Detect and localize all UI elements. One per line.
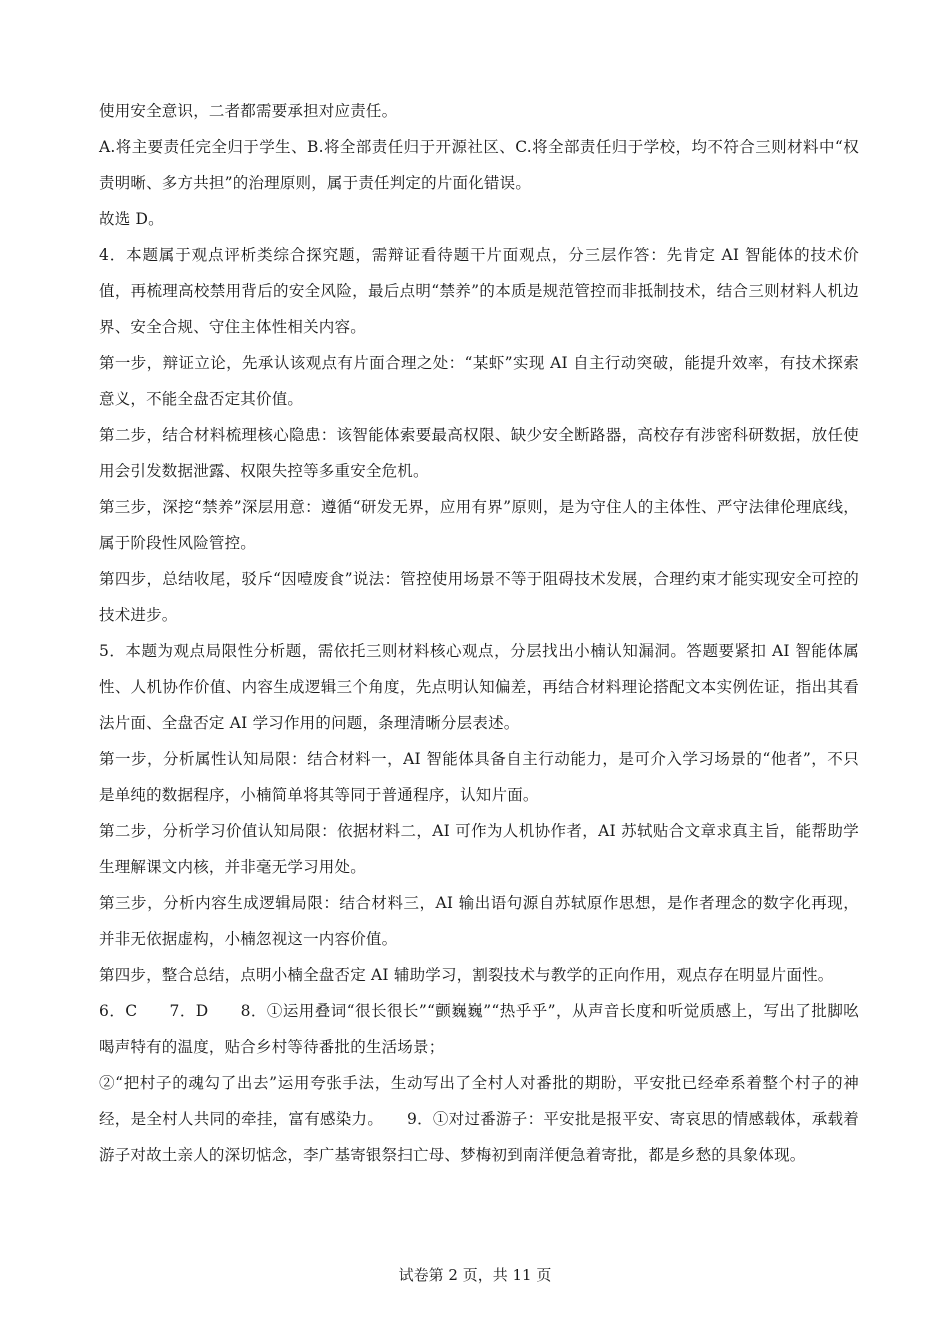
- paragraph-q5-step2: 第二步，分析学习价值认知局限：依据材料二，AI 可作为人机协作者，AI 苏轼贴合文章求真主旨，能帮助学生理解课文内核，并非毫无学习用处。: [99, 822, 859, 876]
- paragraph-q4-step2: 第二步，结合材料梳理核心隐患：该智能体索要最高权限、缺少安全断路器，高校存有涉密科研数据，放任使用会引发数据泄露、权限失控等多重安全危机。: [99, 426, 859, 480]
- paragraph-q5-step1: 第一步，分析属性认知局限：结合材料一，AI 智能体具备自主行动能力，是可介入学习场景的“他者”，不只是单纯的数据程序，小楠简单将其等同于普通程序，认知片面。: [99, 750, 859, 804]
- paragraph-responsibility-end: 使用安全意识，二者都需要承担对应责任。: [99, 102, 398, 120]
- paragraph-q6-q8-answers: 6．C 7．D 8．①运用叠词“很长很长”“颤巍巍”“热乎乎”，从声音长度和听觉质感上，写出了批脚吆喝声特有的温度，贴合乡村等待番批的生活场景；: [99, 1002, 859, 1056]
- paragraph-q5-step3: 第三步，分析内容生成逻辑局限：结合材料三，AI 输出语句源自苏轼原作思想，是作者理念的数字化再现，并非无依据虚构，小楠忽视这一内容价值。: [99, 894, 859, 948]
- page-footer: 试卷第 2 页，共 11 页: [398, 1266, 552, 1284]
- paragraph-q4-step1: 第一步，辩证立论，先承认该观点有片面合理之处：“某虾”实现 AI 自主行动突破，能提升效率，有技术探索意义，不能全盘否定其价值。: [99, 354, 859, 408]
- paragraph-q4-step3: 第三步，深挖“禁养”深层用意：遵循“研发无界，应用有界”原则，是为守住人的主体性、严守法律伦理底线，属于阶段性风险管控。: [99, 498, 859, 552]
- paragraph-q5-step4: 第四步，整合总结，点明小楠全盘否定 AI 辅助学习，割裂技术与教学的正向作用，观点存在明显片面性。: [99, 966, 834, 984]
- paragraph-q5-intro: 5．本题为观点局限性分析题，需依托三则材料核心观点，分层找出小楠认知漏洞。答题要紧扣 AI 智能体属性、人机协作价值、内容生成逻辑三个角度，先点明认知偏差，再结合材料理论搭配文本实例佐证，指出其看法片面、全盘否定 AI 学习作用的问题，条理清晰分层表述。: [99, 642, 859, 732]
- answer-explanations: [99, 93, 859, 1173]
- paragraph-answer-d: 故选 D。: [99, 210, 164, 228]
- paragraph-options-analysis: A.将主要责任完全归于学生、B.将全部责任归于开源社区、C.将全部责任归于学校，均不符合三则材料中“权责明晰、多方共担”的治理原则，属于责任判定的片面化错误。: [99, 138, 859, 192]
- paragraph-q8-q9-answers: ②“把村子的魂勾了出去”运用夸张手法，生动写出了全村人对番批的期盼，平安批已经牵系着整个村子的神经，是全村人共同的牵挂，富有感染力。 9．①对过番游子：平安批是报平安、寄哀思的情感载体，承载着游子对故土亲人的深切惦念，李广基寄银祭扫亡母、梦梅初到南洋便急着寄批，都是乡愁的具象体现。: [99, 1074, 859, 1164]
- paragraph-q4-intro: 4．本题属于观点评析类综合探究题，需辩证看待题干片面观点，分三层作答：先肯定 AI 智能体的技术价值，再梳理高校禁用背后的安全风险，最后点明“禁养”的本质是规范管控而非抵制技术，结合三则材料人机边界、安全合规、守住主体性相关内容。: [99, 246, 859, 336]
- paragraph-q4-step4: 第四步，总结收尾，驳斥“因噎废食”说法：管控使用场景不等于阻碍技术发展，合理约束才能实现安全可控的技术进步。: [99, 570, 859, 624]
